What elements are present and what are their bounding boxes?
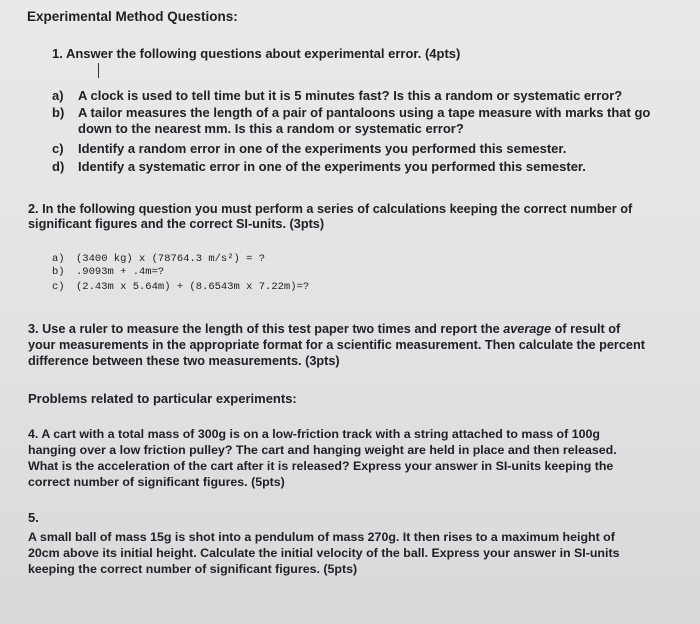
page-title: Experimental Method Questions:	[27, 9, 238, 24]
q3-line1-a: 3. Use a ruler to measure the length of this test paper two times and report the	[28, 322, 504, 336]
problems-heading: Problems related to particular experiments:	[28, 391, 297, 406]
q2-item-a-text: (3400 kg) x (78764.3 m/s²) = ?	[76, 253, 266, 265]
q4-line4: correct number of significant figures. (5pts)	[28, 475, 285, 489]
q1-item-a	[52, 88, 622, 103]
q3-line2: your measurements in the appropriate format for a scientific measurement. Then calculate the percent	[28, 338, 645, 352]
q4-line1: 4. A cart with a total mass of 300g is on a low-friction track with a string attached to mass of 100g	[28, 427, 600, 441]
q5-number: 5.	[28, 510, 39, 525]
q3-line1	[28, 322, 620, 337]
text-cursor	[98, 63, 99, 78]
q1-item-c	[52, 141, 566, 156]
q2-item-c-text: (2.43m x 5.64m) + (8.6543m x 7.22m)=?	[76, 281, 310, 293]
q4-line3: What is the acceleration of the cart after it is released? Express your answer in SI-units keeping the	[28, 459, 614, 473]
q5-line3: keeping the correct number of significant figures. (5pts)	[28, 562, 358, 576]
q3-average-emphasis: average	[503, 322, 552, 336]
q1-item-d-label: d)	[52, 159, 65, 174]
q3-line3: difference between these two measurements. (3pts)	[28, 354, 340, 368]
q5-line1: A small ball of mass 15g is shot into a pendulum of mass 270g. It then rises to a maximum height of	[28, 530, 615, 544]
q2-item-c	[52, 280, 309, 295]
q1-item-b-cont	[52, 121, 464, 136]
q1-item-d-text: Identify a systematic error in one of the experiments you performed this semester.	[78, 159, 586, 174]
q2-line1: 2. In the following question you must perform a series of calculations keeping the correct number of	[28, 202, 633, 216]
q1-item-c-label: c)	[52, 141, 64, 156]
q1-item-b	[52, 105, 650, 120]
q1-item-b-cont-text: down to the nearest mm. Is this a random or systematic error?	[78, 121, 464, 136]
q1-heading: 1. Answer the following questions about experimental error. (4pts)	[52, 46, 461, 61]
q1-item-a-label: a)	[52, 88, 64, 103]
q2-item-b-label: b)	[52, 266, 65, 278]
q1-item-b-label: b)	[52, 105, 65, 120]
q1-item-c-text: Identify a random error in one of the experiments you performed this semester.	[78, 141, 567, 156]
q1-item-d	[52, 159, 586, 174]
q5-line2: 20cm above its initial height. Calculate the initial velocity of the ball. Express your answer in SI-units	[28, 546, 620, 560]
q2-item-c-label: c)	[52, 281, 65, 293]
q1-item-a-text: A clock is used to tell time but it is 5 minutes fast? Is this a random or systematic error?	[78, 88, 623, 103]
q3-line1-b: of result of	[551, 322, 621, 336]
q2-item-b	[52, 265, 164, 280]
q1-item-b-text: A tailor measures the length of a pair of pantaloons using a tape measure with marks that go	[78, 105, 651, 120]
q2-line2: significant figures and the correct SI-units. (3pts)	[28, 217, 325, 231]
q4-line2: hanging over a low friction pulley? The cart and hanging weight are held in place and then released.	[28, 443, 617, 457]
q2-item-b-text: .9093m + .4m=?	[76, 266, 165, 278]
q2-item-a-label: a)	[52, 253, 65, 265]
